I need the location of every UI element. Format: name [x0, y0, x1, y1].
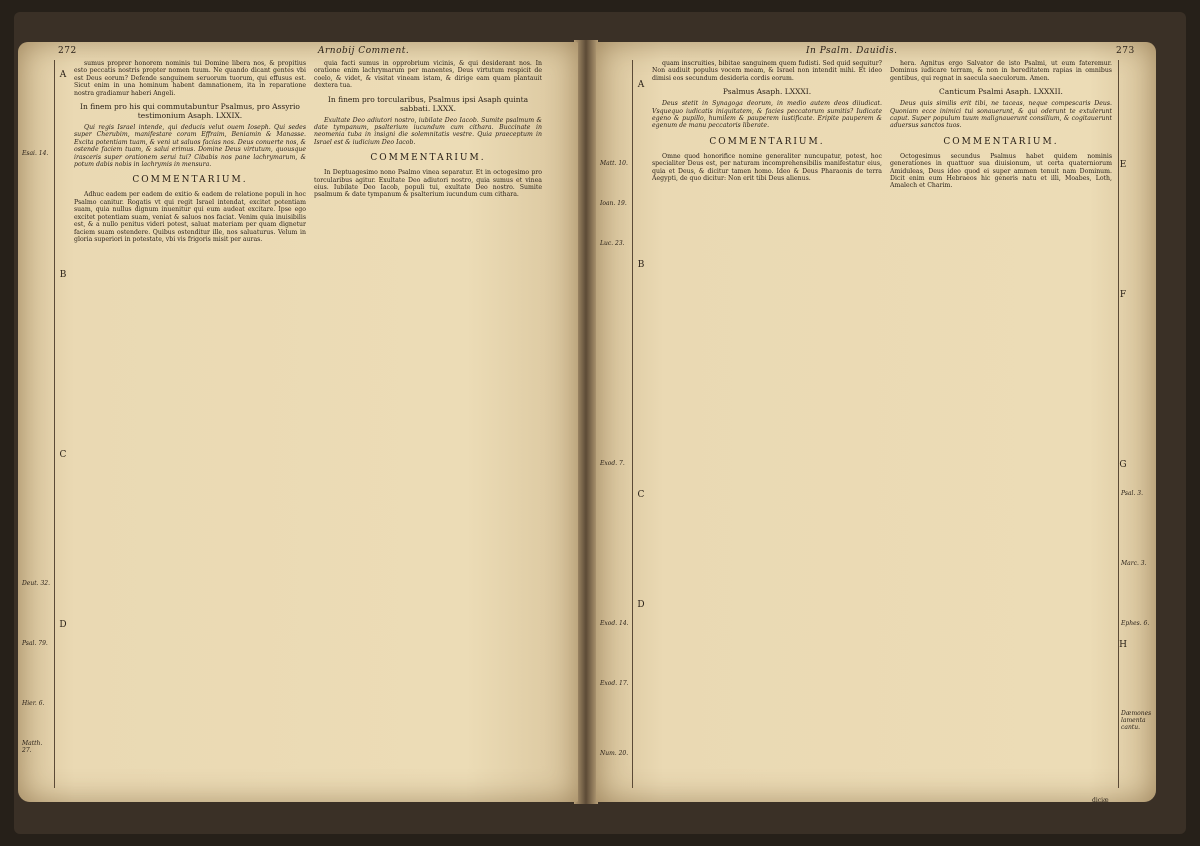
commentary-text: Omne quod honorifice nomine generaliter nuncupatur, potest, hoc specialiter Deus est, per naturam incomprehensibilis manifestatur eius, quia et Deus, & dicitur tamen homo. Ideo & Deus Pharaonis de terra Aegypti, de quo dicitur: Non erit tibi Deus alienus.	[652, 152, 882, 183]
margin-note: Luc. 23.	[600, 240, 625, 247]
section-letter: B	[637, 260, 645, 270]
left-column-1	[74, 60, 306, 792]
left-margin-notes	[20, 60, 55, 788]
left-column-2	[314, 60, 542, 792]
left-running-head: Arnobij Comment.	[318, 46, 410, 56]
section-letter: D	[637, 600, 645, 610]
commentarium-heading: COMMENTARIUM.	[943, 136, 1059, 147]
section-letter: F	[1119, 290, 1127, 300]
margin-note: Matt. 10.	[600, 160, 628, 167]
section-letter: H	[1119, 640, 1127, 650]
margin-note: Deut. 32.	[22, 580, 50, 587]
right-column-1	[652, 60, 882, 792]
margin-note: Exod. 7.	[600, 460, 625, 467]
section-letter: B	[59, 270, 67, 280]
left-page	[18, 42, 578, 802]
right-outer-margin-notes	[1118, 60, 1153, 788]
body-text: quia facti sumus in opprobrium vicinis, & qui desiderant nos. In oratione enim lachrymarum per manentes, Deus virtutum respicit de coelo, & videt, & visitat vineam istam, & dirige eam quam plantauit dextera tua.	[314, 60, 542, 90]
margin-note: Hier. 6.	[22, 700, 45, 707]
commentary-text: In Deptuagesimo nono Psalmo vinea separatur. Et in octogesimo pro torcularibus agitur. Exultate Deo adiutori nostro, quia sumus et vinea eius. Iubilate Deo Iacob, populi tui, exultate Deo nostro. Sumite psalmum & date tympanum & psalterium iucundum cum cithara.	[314, 169, 542, 199]
commentarium-heading: COMMENTARIUM.	[709, 136, 825, 147]
right-page	[596, 42, 1156, 802]
psalm-text: Qui regis Israel intende, qui deducis velut ouem Ioseph. Qui sedes super Cherubim, manifestare coram Effraim, Beniamin & Manasse. Excita potentiam tuam, & veni ut saluos facias nos. Deus conuerte nos, & ostende faciem tuam, & salui erimus. Domine Deus virtutum, quousque irasceris super orationem serui tui? Cibabis nos pane lachrymarum, & potum dabis nobis in lachrymis in mensura.	[74, 124, 306, 169]
psalm-heading: In finem pro his qui commutabuntur Psalmus, pro Assyrio testimonium Asaph. LXXIX.	[80, 102, 300, 121]
section-letter: C	[637, 490, 645, 500]
section-letter: G	[1119, 460, 1127, 470]
right-page-number: 273	[1116, 46, 1135, 56]
margin-note: Exod. 14.	[600, 620, 629, 627]
margin-note: Exod. 17.	[600, 680, 629, 687]
section-letter: A	[59, 70, 67, 80]
margin-note: Esai. 14.	[22, 150, 49, 157]
margin-note: Dæmones lamenta cantu.	[1121, 710, 1152, 731]
body-text: quam inscruities, bibitae sanguinem quem fudisti. Sed quid sequitur? Non audiuit populus vocem meam, & Israel non intendit mihi. Et ideo dimisi eos secundum desideria cordis eorum.	[652, 60, 882, 82]
section-letter: A	[637, 80, 645, 90]
commentary-text: Adhuc eadem per eadem de exitio & eadem de relatione populi in hoc Psalmo canitur. Rogatis vt qui regit Israel intendat, excitet potentiam suam, quia nullus dignum inuenitur qui eum audeat excitare. Ipse ego excitet potentiam suam, veniat & saluos nos faciat. Venim quia inuisibilis est, & a nullo penitus videri potest, saluat materiam per quam dignetur faciem suam ostendere. Quibus ostenditur ille, nos saluaturus. Velum in gloria superiori in potestate, vbi vis frigoris misit per auras.	[74, 191, 306, 243]
psalm-heading: In finem pro torcularibus, Psalmus ipsi Asaph quinta sabbati. LXXX.	[327, 94, 529, 113]
margin-note: Psal. 3.	[1121, 490, 1143, 497]
right-running-head: In Psalm. Dauidis.	[806, 46, 898, 56]
psalm-heading: Psalmus Asaph. LXXXI.	[722, 87, 812, 97]
psalm-text: Deus stetit in Synagoga deorum, in medio autem deos diiudicat. Vsquequo iudicatis iniquitatem, & facies peccatorum sumitis? Iudicate egeno & pupillo, humilem & pauperem iustificate. Eripite pauperem & egenum de manu peccatoris liberate.	[652, 100, 882, 130]
margin-note: Ioan. 19.	[600, 200, 627, 207]
commentarium-heading: COMMENTARIUM.	[370, 153, 486, 164]
margin-note: Num. 20.	[600, 750, 629, 757]
right-section-letters	[634, 60, 648, 788]
commentarium-heading: COMMENTARIUM.	[132, 175, 248, 186]
margin-note: Marc. 3.	[1121, 560, 1147, 567]
commentary-text: Octogesimus secundus Psalmus habet quidem nominis generationes in quattuor sua diuisionum, ut certa quaterniorum Amiduleas, Deus ideo quod ei super ammen tenuit nam Dominum. Dicit enim eum Hebraeos hic generis natu et illi, Moabes, Loth, Amalech et Charim.	[890, 152, 1112, 190]
margin-note: Psal. 79.	[22, 640, 48, 647]
body-text: hera. Agnitus ergo Salvator de isto Psalmi, ut eum fateremur. Dominus iudicare terram, & non in hereditatem rapias in omnibus gentibus, qui regnat in saecula saeculorum. Amen.	[890, 60, 1112, 82]
margin-note: Ephes. 6.	[1121, 620, 1150, 627]
body-text: sumus proprer honorem nominis tui Domine libera nos, & propitius esto peccatis nostris propter nomen tuum. Ne quando dicant gentes vbi est Deus eorum? Defende sanguinem seruorum tuorum, qui effusus est. Sicut enim in una hominum habent damnationem, ita in reparatione nostra gradiamur haberi Angeli.	[74, 60, 306, 97]
psalm-text: Deus quis similis erit tibi, ne taceas, neque compescaris Deus. Quoniam ecce inimici tui sonauerunt, & qui oderunt te extulerunt caput. Super populum tuum malignauerunt consilium, & cogitauerunt aduersus sanctos tuos.	[890, 100, 1112, 130]
psalm-heading: Canticum Psalmi Asaph. LXXXII.	[939, 87, 1063, 97]
right-column-2	[890, 60, 1112, 792]
margin-note: Matth. 27.	[22, 740, 43, 754]
psalm-text: Exultate Deo adiutori nostro, iubilate Deo Iacob. Sumite psalmum & date tympanum, psalterium iucundum cum cithara. Buccinate in neomenia tuba in insigni die solemnitatis vestre. Quia praeceptum in Israel est & iudicium Deo Iacob.	[314, 116, 542, 146]
left-section-letters	[56, 60, 70, 788]
section-letter: E	[1119, 160, 1127, 170]
catchword: diciæ	[1092, 797, 1109, 804]
section-letter: C	[59, 450, 67, 460]
section-letter: D	[59, 620, 67, 630]
right-inner-margin-notes	[598, 60, 633, 788]
left-page-number: 272	[58, 46, 77, 56]
